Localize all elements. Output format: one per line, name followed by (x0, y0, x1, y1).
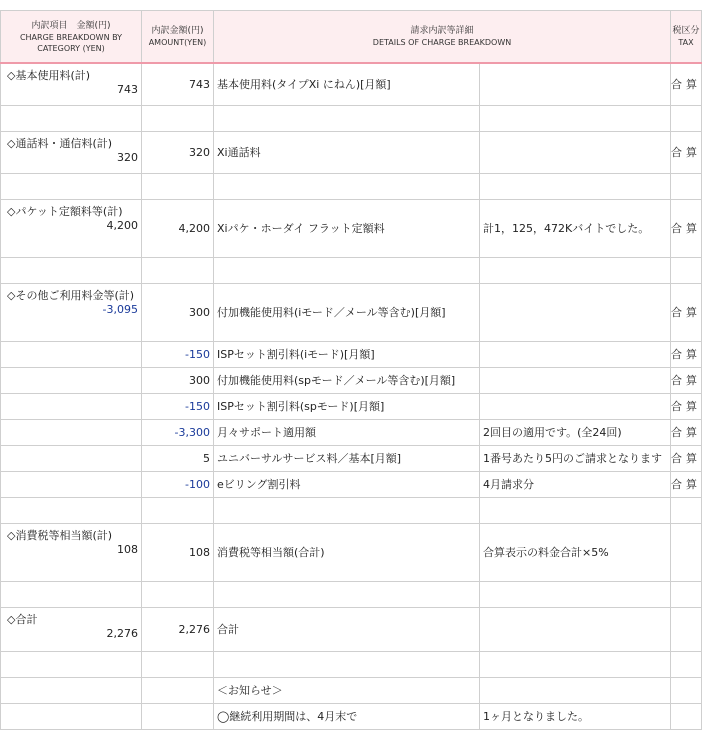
spacer-row (1, 651, 702, 677)
notice-heading: ＜お知らせ＞ (214, 677, 480, 703)
tax-cell: 合算 (671, 393, 702, 419)
header-amount-en: AMOUNT(YEN) (148, 38, 207, 47)
category-cell (1, 283, 142, 341)
amount-cell: 300 (142, 367, 214, 393)
table-row (1, 63, 702, 105)
notice-text-continued: 1ヶ月となりました。 (480, 703, 671, 729)
category-total: 320 (117, 150, 138, 164)
note-cell: 1番号あたり5円のご請求となります (480, 445, 671, 471)
detail-cell: eビリング割引料 (214, 471, 480, 497)
detail-cell: Xiパケ・ホーダイ フラット定額料 (214, 199, 480, 257)
table-row (1, 523, 702, 581)
note-cell (480, 131, 671, 173)
note-cell (480, 341, 671, 367)
spacer-row (1, 581, 702, 607)
table-row (1, 367, 702, 393)
category-cell (1, 523, 142, 581)
table-row (1, 131, 702, 173)
amount-cell: 743 (142, 63, 214, 105)
detail-cell: 付加機能使用料(spモード／メール等含む)[月額] (214, 367, 480, 393)
detail-cell: ISPセット割引料(iモード)[月額] (214, 341, 480, 367)
header-category-en-1: CHARGE BREAKDOWN BY (19, 32, 123, 42)
note-cell (480, 283, 671, 341)
spacer-row (1, 497, 702, 523)
table-row (1, 607, 702, 651)
category-name: ◇合計 (7, 612, 38, 626)
category-cell (1, 199, 142, 257)
amount-cell: 2,276 (142, 607, 214, 651)
note-cell (480, 367, 671, 393)
detail-cell: Xi通話料 (214, 131, 480, 173)
table-row (1, 703, 702, 729)
table-header-row (1, 11, 702, 64)
header-tax (671, 11, 702, 64)
category-total: 743 (117, 83, 138, 96)
category-total: 2,276 (106, 626, 138, 640)
header-details (214, 11, 671, 64)
header-amount (142, 11, 214, 64)
tax-cell: 合算 (671, 419, 702, 445)
header-tax-en: TAX (678, 38, 694, 47)
table-row (1, 677, 702, 703)
tax-cell: 合算 (671, 131, 702, 173)
header-category (1, 11, 142, 64)
amount-cell: -100 (142, 471, 214, 497)
tax-cell (671, 607, 702, 651)
note-cell: 4月請求分 (480, 471, 671, 497)
amount-cell: 4,200 (142, 199, 214, 257)
spacer-row (1, 173, 702, 199)
tax-cell: 合算 (671, 199, 702, 257)
table-row (1, 341, 702, 367)
detail-cell: 合計 (214, 607, 480, 651)
category-name: ◇基本使用料(計) (7, 69, 91, 82)
tax-cell: 合算 (671, 341, 702, 367)
category-name: ◇消費税等相当額(計) (7, 528, 113, 542)
header-details-en: DETAILS OF CHARGE BREAKDOWN (372, 38, 512, 47)
note-cell (480, 607, 671, 651)
detail-cell: 月々サポート適用額 (214, 419, 480, 445)
category-cell (1, 63, 142, 105)
tax-cell: 合算 (671, 63, 702, 105)
category-cell (1, 607, 142, 651)
category-name: ◇通話料・通信料(計) (7, 136, 113, 150)
table-row (1, 199, 702, 257)
note-cell (480, 63, 671, 105)
header-details-jp: 請求内訳等詳細 (410, 26, 474, 36)
detail-cell: 付加機能使用料(iモード／メール等含む)[月額] (214, 283, 480, 341)
header-category-jp: 内訳項目 金額(円) (31, 20, 111, 31)
category-total: 4,200 (106, 218, 138, 232)
tax-cell: 合算 (671, 445, 702, 471)
amount-cell: -150 (142, 393, 214, 419)
charge-breakdown-table (0, 10, 702, 730)
note-cell: 2回目の適用です。(全24回) (480, 419, 671, 445)
amount-cell: 5 (142, 445, 214, 471)
table-row (1, 419, 702, 445)
detail-cell: ISPセット割引料(spモード)[月額] (214, 393, 480, 419)
table-row (1, 471, 702, 497)
spacer-row (1, 105, 702, 131)
category-name: ◇その他ご利用料金等(計) (7, 288, 135, 302)
tax-cell: 合算 (671, 471, 702, 497)
amount-cell: -3,300 (142, 419, 214, 445)
header-amount-jp: 内訳金額(円) (151, 26, 204, 36)
category-name: ◇パケット定額料等(計) (7, 204, 123, 218)
detail-cell: 基本使用料(タイプXi にねん)[月額] (214, 63, 480, 105)
table-row (1, 445, 702, 471)
spacer-row (1, 257, 702, 283)
header-category-en-2: CATEGORY (YEN) (37, 43, 105, 53)
tax-cell: 合算 (671, 283, 702, 341)
amount-cell: 108 (142, 523, 214, 581)
table-row (1, 283, 702, 341)
category-total: -3,095 (102, 302, 138, 316)
amount-cell: 320 (142, 131, 214, 173)
notice-text: ◯継続利用期間は、4月末で (214, 703, 480, 729)
amount-cell: -150 (142, 341, 214, 367)
note-cell (480, 393, 671, 419)
amount-cell: 300 (142, 283, 214, 341)
tax-cell (671, 523, 702, 581)
tax-cell: 合算 (671, 367, 702, 393)
note-cell: 合算表示の料金合計×5% (480, 523, 671, 581)
category-total: 108 (117, 542, 138, 556)
header-tax-jp: 税区分 (672, 26, 700, 36)
detail-cell: 消費税等相当額(合計) (214, 523, 480, 581)
category-cell (1, 131, 142, 173)
detail-cell: ユニバーサルサービス料／基本[月額] (214, 445, 480, 471)
table-row (1, 393, 702, 419)
note-cell: 計1，125，472Kバイトでした。 (480, 199, 671, 257)
